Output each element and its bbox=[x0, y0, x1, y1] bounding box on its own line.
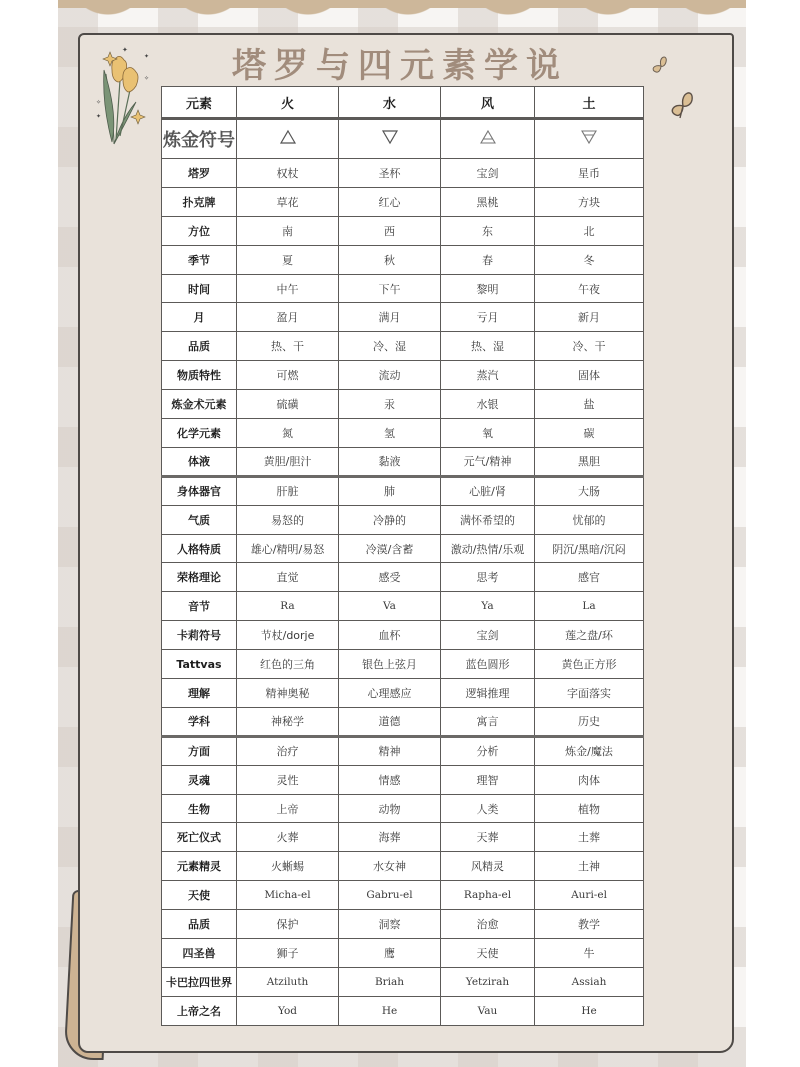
cell-air: 亏月 bbox=[441, 303, 535, 332]
cell-earth: 碳 bbox=[535, 419, 644, 448]
table-row bbox=[162, 881, 644, 910]
cell-fire: 夏 bbox=[237, 245, 339, 274]
cell-earth: 忧郁的 bbox=[535, 505, 644, 534]
cell-fire: 南 bbox=[237, 216, 339, 245]
cell-fire: 盈月 bbox=[237, 303, 339, 332]
cell-fire: 硫磺 bbox=[237, 390, 339, 419]
row-label: 四圣兽 bbox=[162, 939, 237, 968]
page-title: 塔罗与四元素学说 bbox=[232, 46, 568, 86]
table-row bbox=[162, 303, 644, 332]
row-label: 生物 bbox=[162, 794, 237, 823]
cell-water: 氢 bbox=[339, 419, 441, 448]
cell-fire: 治疗 bbox=[237, 736, 339, 765]
tulip-bouquet-icon bbox=[92, 44, 162, 154]
row-label: 卡巴拉四世界 bbox=[162, 967, 237, 996]
cell-earth: 阴沉/黑暗/沉闷 bbox=[535, 534, 644, 563]
header-water: 水 bbox=[339, 87, 441, 119]
cell-fire: 上帝 bbox=[237, 794, 339, 823]
cell-water: 满月 bbox=[339, 303, 441, 332]
cell-earth: 午夜 bbox=[535, 274, 644, 303]
cell-air: 激动/热情/乐观 bbox=[441, 534, 535, 563]
cell-fire: 肝脏 bbox=[237, 476, 339, 505]
cell-air: 宝剑 bbox=[441, 159, 535, 188]
cell-earth: 牛 bbox=[535, 939, 644, 968]
cell-air: 逻辑推理 bbox=[441, 679, 535, 708]
table-row-alchemy-symbols bbox=[162, 119, 644, 159]
header-fire: 火 bbox=[237, 87, 339, 119]
cell-air: 黎明 bbox=[441, 274, 535, 303]
cell-fire: 狮子 bbox=[237, 939, 339, 968]
svg-text:✧: ✧ bbox=[96, 99, 102, 106]
cell-earth: 黑胆 bbox=[535, 447, 644, 476]
cell-fire: 红色的三角 bbox=[237, 650, 339, 679]
table-row bbox=[162, 650, 644, 679]
cell-water: 心理感应 bbox=[339, 679, 441, 708]
cell-fire: 神秘学 bbox=[237, 707, 339, 736]
cell-earth: 感官 bbox=[535, 563, 644, 592]
cell-earth: 土神 bbox=[535, 852, 644, 881]
cell-water: 汞 bbox=[339, 390, 441, 419]
cell-water: 冷漠/含蓄 bbox=[339, 534, 441, 563]
row-label: 扑克牌 bbox=[162, 187, 237, 216]
cell-water: Va bbox=[339, 592, 441, 621]
fire-symbol-icon bbox=[237, 119, 339, 159]
table-row bbox=[162, 823, 644, 852]
table-header-row bbox=[162, 87, 644, 119]
cell-air: 天葬 bbox=[441, 823, 535, 852]
cell-water: 黏液 bbox=[339, 447, 441, 476]
cell-water: Gabru-el bbox=[339, 881, 441, 910]
cell-fire: 节杖/dorje bbox=[237, 621, 339, 650]
cell-water: 下午 bbox=[339, 274, 441, 303]
table-row bbox=[162, 159, 644, 188]
table-row bbox=[162, 332, 644, 361]
table-row bbox=[162, 216, 644, 245]
earth-symbol-icon bbox=[535, 119, 644, 159]
table-row bbox=[162, 736, 644, 765]
row-label: 灵魂 bbox=[162, 765, 237, 794]
butterfly-icon bbox=[648, 52, 674, 78]
cell-air: Ya bbox=[441, 592, 535, 621]
table-row bbox=[162, 563, 644, 592]
cell-water: 圣杯 bbox=[339, 159, 441, 188]
row-label: 元素精灵 bbox=[162, 852, 237, 881]
row-label: 时间 bbox=[162, 274, 237, 303]
cell-air: 心脏/肾 bbox=[441, 476, 535, 505]
cell-earth: 冷、干 bbox=[535, 332, 644, 361]
table-row bbox=[162, 592, 644, 621]
cell-fire: 易怒的 bbox=[237, 505, 339, 534]
table-row bbox=[162, 765, 644, 794]
cell-air: 天使 bbox=[441, 939, 535, 968]
cell-earth: 北 bbox=[535, 216, 644, 245]
cell-earth: 历史 bbox=[535, 707, 644, 736]
cell-water: Briah bbox=[339, 967, 441, 996]
cell-fire: Ra bbox=[237, 592, 339, 621]
cell-air: 热、湿 bbox=[441, 332, 535, 361]
row-label: 体液 bbox=[162, 447, 237, 476]
cell-fire: 可燃 bbox=[237, 361, 339, 390]
table-row bbox=[162, 187, 644, 216]
cell-fire: 雄心/精明/易怒 bbox=[237, 534, 339, 563]
cell-fire: 权杖 bbox=[237, 159, 339, 188]
header-air: 风 bbox=[441, 87, 535, 119]
table-row bbox=[162, 996, 644, 1025]
row-label: 塔罗 bbox=[162, 159, 237, 188]
cell-earth: 固体 bbox=[535, 361, 644, 390]
cell-water: He bbox=[339, 996, 441, 1025]
cell-fire: 直觉 bbox=[237, 563, 339, 592]
cell-fire: 精神奥秘 bbox=[237, 679, 339, 708]
cell-air: 人类 bbox=[441, 794, 535, 823]
row-label: 天使 bbox=[162, 881, 237, 910]
cell-water: 感受 bbox=[339, 563, 441, 592]
cell-fire: 草花 bbox=[237, 187, 339, 216]
cell-earth: 肉体 bbox=[535, 765, 644, 794]
cell-water: 西 bbox=[339, 216, 441, 245]
cell-earth: 盐 bbox=[535, 390, 644, 419]
table-row bbox=[162, 967, 644, 996]
cell-water: 流动 bbox=[339, 361, 441, 390]
cell-earth: 冬 bbox=[535, 245, 644, 274]
svg-text:✦: ✦ bbox=[122, 46, 128, 54]
table-row bbox=[162, 534, 644, 563]
table-row bbox=[162, 910, 644, 939]
row-label: 上帝之名 bbox=[162, 996, 237, 1025]
cell-air: 满怀希望的 bbox=[441, 505, 535, 534]
cell-earth: Assiah bbox=[535, 967, 644, 996]
row-label: 品质 bbox=[162, 332, 237, 361]
cell-water: 冷静的 bbox=[339, 505, 441, 534]
cell-earth: 莲之盘/环 bbox=[535, 621, 644, 650]
row-label: 炼金术元素 bbox=[162, 390, 237, 419]
water-symbol-icon bbox=[339, 119, 441, 159]
cell-fire: 火葬 bbox=[237, 823, 339, 852]
cell-water: 水女神 bbox=[339, 852, 441, 881]
table-row bbox=[162, 852, 644, 881]
cell-water: 洞察 bbox=[339, 910, 441, 939]
cell-earth: 黄色正方形 bbox=[535, 650, 644, 679]
cell-air: 分析 bbox=[441, 736, 535, 765]
cell-air: 寓言 bbox=[441, 707, 535, 736]
cell-water: 情感 bbox=[339, 765, 441, 794]
cell-air: 元气/精神 bbox=[441, 447, 535, 476]
cell-air: 思考 bbox=[441, 563, 535, 592]
cell-air: 东 bbox=[441, 216, 535, 245]
cell-air: Vau bbox=[441, 996, 535, 1025]
cell-earth: 教学 bbox=[535, 910, 644, 939]
air-symbol-icon bbox=[441, 119, 535, 159]
row-label: 气质 bbox=[162, 505, 237, 534]
row-label: 死亡仪式 bbox=[162, 823, 237, 852]
cell-fire: 氮 bbox=[237, 419, 339, 448]
row-label: 炼金符号 bbox=[162, 119, 237, 159]
element-correspondence-table bbox=[161, 86, 644, 1026]
row-label: 荣格理论 bbox=[162, 563, 237, 592]
cell-air: 蒸汽 bbox=[441, 361, 535, 390]
row-label: 卡莉符号 bbox=[162, 621, 237, 650]
row-label: Tattvas bbox=[162, 650, 237, 679]
cell-water: 秋 bbox=[339, 245, 441, 274]
row-label: 身体器官 bbox=[162, 476, 237, 505]
row-label: 方面 bbox=[162, 736, 237, 765]
row-label: 方位 bbox=[162, 216, 237, 245]
svg-text:✧: ✧ bbox=[144, 75, 150, 82]
cell-fire: 灵性 bbox=[237, 765, 339, 794]
cell-fire: 保护 bbox=[237, 910, 339, 939]
cell-water: 鹰 bbox=[339, 939, 441, 968]
cell-air: Rapha-el bbox=[441, 881, 535, 910]
table-row bbox=[162, 361, 644, 390]
cell-water: 肺 bbox=[339, 476, 441, 505]
cell-fire: 黄胆/胆汁 bbox=[237, 447, 339, 476]
table-row bbox=[162, 505, 644, 534]
cell-water: 银色上弦月 bbox=[339, 650, 441, 679]
header-earth: 土 bbox=[535, 87, 644, 119]
table-row bbox=[162, 447, 644, 476]
table-row bbox=[162, 707, 644, 736]
cell-earth: 新月 bbox=[535, 303, 644, 332]
row-label: 化学元素 bbox=[162, 419, 237, 448]
table-row bbox=[162, 390, 644, 419]
cell-fire: 火蜥蜴 bbox=[237, 852, 339, 881]
table-row bbox=[162, 476, 644, 505]
cell-water: 红心 bbox=[339, 187, 441, 216]
cell-earth: 字面落实 bbox=[535, 679, 644, 708]
table-row bbox=[162, 274, 644, 303]
cell-air: 氧 bbox=[441, 419, 535, 448]
row-label: 音节 bbox=[162, 592, 237, 621]
table-row bbox=[162, 245, 644, 274]
row-label: 季节 bbox=[162, 245, 237, 274]
table-row bbox=[162, 939, 644, 968]
cell-air: 治愈 bbox=[441, 910, 535, 939]
cell-earth: 方块 bbox=[535, 187, 644, 216]
row-label: 理解 bbox=[162, 679, 237, 708]
svg-text:✦: ✦ bbox=[96, 113, 102, 120]
cell-air: 春 bbox=[441, 245, 535, 274]
row-label: 品质 bbox=[162, 910, 237, 939]
cell-air: 水银 bbox=[441, 390, 535, 419]
cell-water: 海葬 bbox=[339, 823, 441, 852]
cell-fire: 热、干 bbox=[237, 332, 339, 361]
cell-air: 风精灵 bbox=[441, 852, 535, 881]
table-row bbox=[162, 679, 644, 708]
scallop-border bbox=[58, 0, 746, 22]
table-row bbox=[162, 621, 644, 650]
row-label: 学科 bbox=[162, 707, 237, 736]
cell-air: Yetzirah bbox=[441, 967, 535, 996]
cell-fire: Yod bbox=[237, 996, 339, 1025]
cell-earth: 植物 bbox=[535, 794, 644, 823]
table-row bbox=[162, 419, 644, 448]
cell-earth: 大肠 bbox=[535, 476, 644, 505]
cell-air: 黑桃 bbox=[441, 187, 535, 216]
cell-earth: 土葬 bbox=[535, 823, 644, 852]
cell-fire: 中午 bbox=[237, 274, 339, 303]
header-label: 元素 bbox=[162, 87, 237, 119]
cell-earth: He bbox=[535, 996, 644, 1025]
cell-water: 动物 bbox=[339, 794, 441, 823]
butterfly-icon bbox=[666, 86, 700, 122]
cell-earth: Auri-el bbox=[535, 881, 644, 910]
cell-earth: 星币 bbox=[535, 159, 644, 188]
cell-water: 精神 bbox=[339, 736, 441, 765]
row-label: 人格特质 bbox=[162, 534, 237, 563]
cell-fire: Micha-el bbox=[237, 881, 339, 910]
cell-fire: Atziluth bbox=[237, 967, 339, 996]
cell-air: 理智 bbox=[441, 765, 535, 794]
table-row bbox=[162, 794, 644, 823]
cell-earth: La bbox=[535, 592, 644, 621]
cell-air: 蓝色圆形 bbox=[441, 650, 535, 679]
row-label: 月 bbox=[162, 303, 237, 332]
svg-text:✦: ✦ bbox=[144, 53, 150, 60]
cell-water: 血杯 bbox=[339, 621, 441, 650]
cell-water: 道德 bbox=[339, 707, 441, 736]
cell-water: 冷、湿 bbox=[339, 332, 441, 361]
cell-air: 宝剑 bbox=[441, 621, 535, 650]
cell-earth: 炼金/魔法 bbox=[535, 736, 644, 765]
row-label: 物质特性 bbox=[162, 361, 237, 390]
